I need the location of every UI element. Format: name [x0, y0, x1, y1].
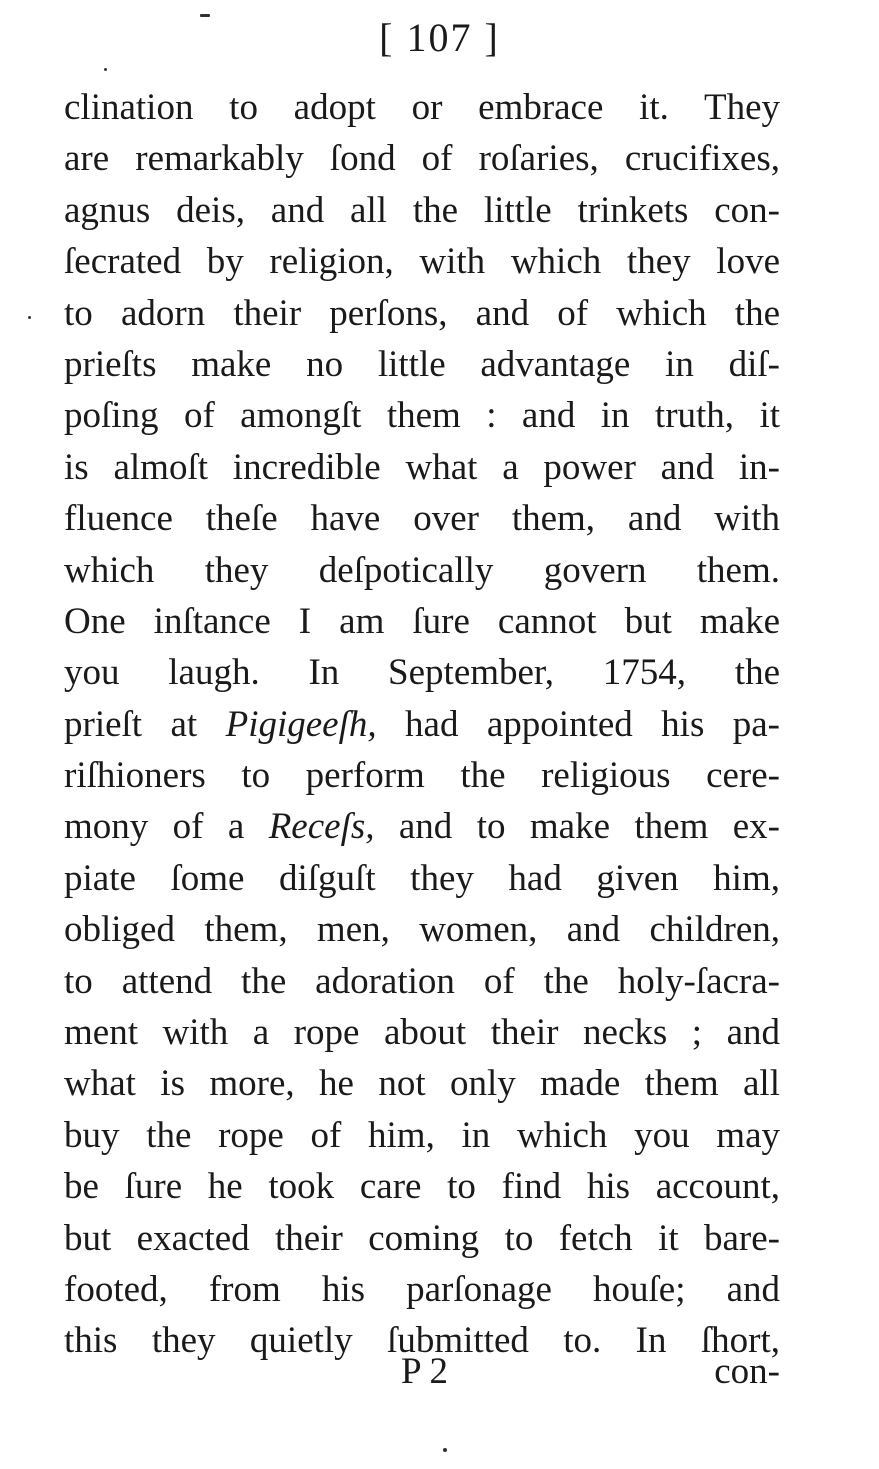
- text-segment: footed, from his parſonage houſe; and: [64, 1268, 780, 1310]
- text-line: [64, 1213, 780, 1264]
- text-segment: is almoſt incredible what a power and in-: [64, 446, 780, 488]
- italic-text: Receſs,: [268, 806, 375, 848]
- text-line: [64, 750, 780, 801]
- scan-speck: [28, 316, 31, 319]
- text-line: [64, 1264, 780, 1315]
- text-line: [64, 236, 780, 287]
- text-segment: One inſtance I am ſure cannot but make: [64, 600, 780, 642]
- text-segment: this they quietly ſubmitted to. In ſhort,: [64, 1320, 780, 1362]
- text-line: [64, 1110, 780, 1161]
- text-line: [64, 1161, 780, 1212]
- text-line: [64, 904, 780, 955]
- text-line: [64, 699, 780, 750]
- text-line: [64, 442, 780, 493]
- text-segment: be ſure he took care to find his account,: [64, 1166, 780, 1208]
- catchword: con-: [714, 1351, 780, 1392]
- text-segment: you laugh. In September, 1754, the: [64, 652, 780, 694]
- text-line: [64, 390, 780, 441]
- text-segment: poſing of amongſt them : and in truth, it: [64, 395, 780, 437]
- text-segment: agnus deis, and all the little trinkets con-: [64, 189, 780, 231]
- text-line: [64, 185, 780, 236]
- text-line: [64, 596, 780, 647]
- text-line: [64, 1007, 780, 1058]
- page-number: [ 107 ]: [379, 15, 500, 60]
- signature-mark: P 2: [401, 1351, 448, 1392]
- text-segment: to attend the adoration of the holy-ſacra-: [64, 960, 780, 1002]
- text-segment: piate ſome diſguſt they had given him,: [64, 857, 780, 899]
- text-segment: ment with a rope about their necks ; and: [64, 1012, 780, 1054]
- text-segment: obliged them, men, women, and children,: [64, 909, 780, 951]
- text-line: [64, 493, 780, 544]
- text-segment: had appointed his pa-: [376, 703, 780, 745]
- text-segment: and to make them ex-: [374, 806, 780, 848]
- body-text: [64, 82, 780, 1367]
- scan-speck: [104, 68, 107, 71]
- text-segment: fluence theſe have over them, and with: [64, 498, 780, 540]
- text-line: [64, 82, 780, 133]
- text-line: [64, 853, 780, 904]
- text-line: [64, 545, 780, 596]
- italic-text: Pigigeeſh,: [225, 703, 377, 745]
- text-segment: prieſts make no little advantage in diſ-: [64, 343, 780, 385]
- text-segment: which they deſpotically govern them.: [64, 549, 780, 591]
- text-segment: what is more, he not only made them all: [64, 1063, 780, 1105]
- text-line: [64, 339, 780, 390]
- text-line: [64, 133, 780, 184]
- text-line: [64, 647, 780, 698]
- text-segment: buy the rope of him, in which you may: [64, 1114, 780, 1156]
- text-segment: prieſt at: [64, 703, 226, 745]
- text-segment: ſecrated by religion, with which they love: [64, 241, 780, 283]
- text-segment: but exacted their coming to fetch it bare-: [64, 1217, 780, 1259]
- text-segment: to adorn their perſons, and of which the: [64, 292, 780, 334]
- page-footer: [64, 1350, 780, 1400]
- scan-speck: [200, 14, 210, 17]
- text-segment: mony of a: [64, 806, 269, 848]
- text-line: [64, 956, 780, 1007]
- text-line: [64, 801, 780, 852]
- text-segment: riſhioners to perform the religious cere-: [64, 755, 780, 797]
- text-line: [64, 288, 780, 339]
- text-line: [64, 1058, 780, 1109]
- scan-speck: [443, 1448, 447, 1452]
- text-segment: are remarkably ſond of roſaries, crucifixes,: [64, 138, 780, 180]
- text-segment: clination to adopt or embrace it. They: [64, 87, 780, 128]
